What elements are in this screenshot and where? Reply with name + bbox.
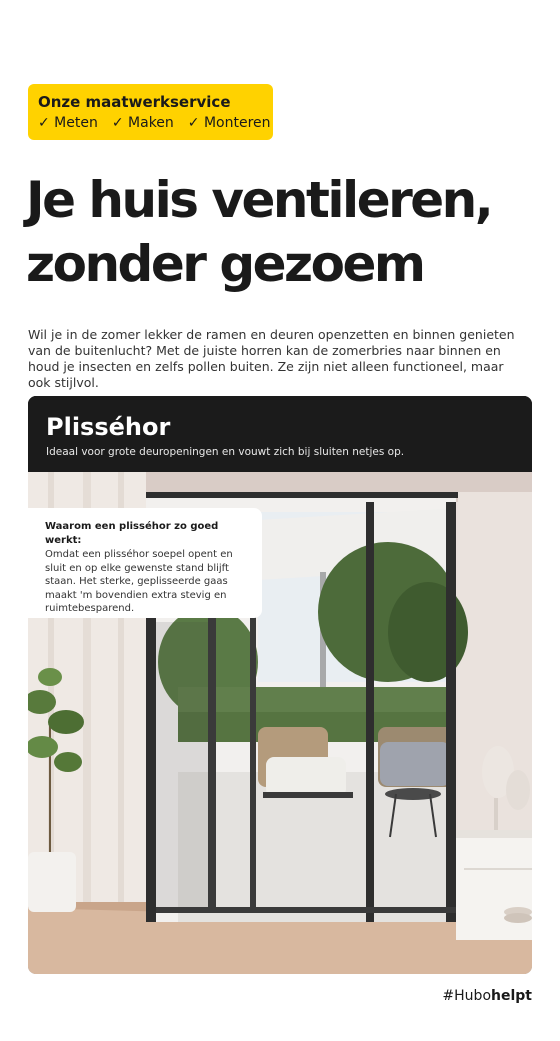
headline-line-1: Je huis ventileren, [26,171,492,229]
card-subtitle: Ideaal voor grote deuropeningen en vouwt zich bij sluiten netjes op. [46,446,405,458]
step-measure: ✓ Meten [38,115,98,131]
product-card [28,396,532,974]
page-headline [26,168,546,296]
hashtag-prefix: #Hubo [442,988,492,1004]
badge-title: Onze maatwerkservice [38,93,231,111]
intro-paragraph: Wil je in de zomer lekker de ramen en deuren openzetten en binnen genieten van de buitenlucht? Met de juiste horren kan de zomerbries naar binnen en houd je insecten en zelfs pollen buiten. Ze zijn niet alleen functioneel, maar ook stijlvol. [28,327,515,390]
info-title: Waarom een plisséhor zo goed werkt: [45,521,219,546]
step-install: ✓ Monteren [187,115,271,131]
step-make: ✓ Maken [111,115,174,131]
hashtag-bold: helpt [491,988,532,1004]
service-badge [28,84,273,140]
headline-line-2: zonder gezoem [26,235,424,293]
info-text: Omdat een plisséhor soepel opent en sluit en op elke gewenste stand blijft staan. Het sterke, geplisseerde gaas maakt 'm bovendien extra stevig en ruimtebesparend. [45,549,233,614]
card-header [28,396,532,472]
card-title: Plisséhor [46,413,171,441]
badge-steps [38,113,271,133]
hashtag [442,988,532,1004]
info-box [28,508,262,618]
